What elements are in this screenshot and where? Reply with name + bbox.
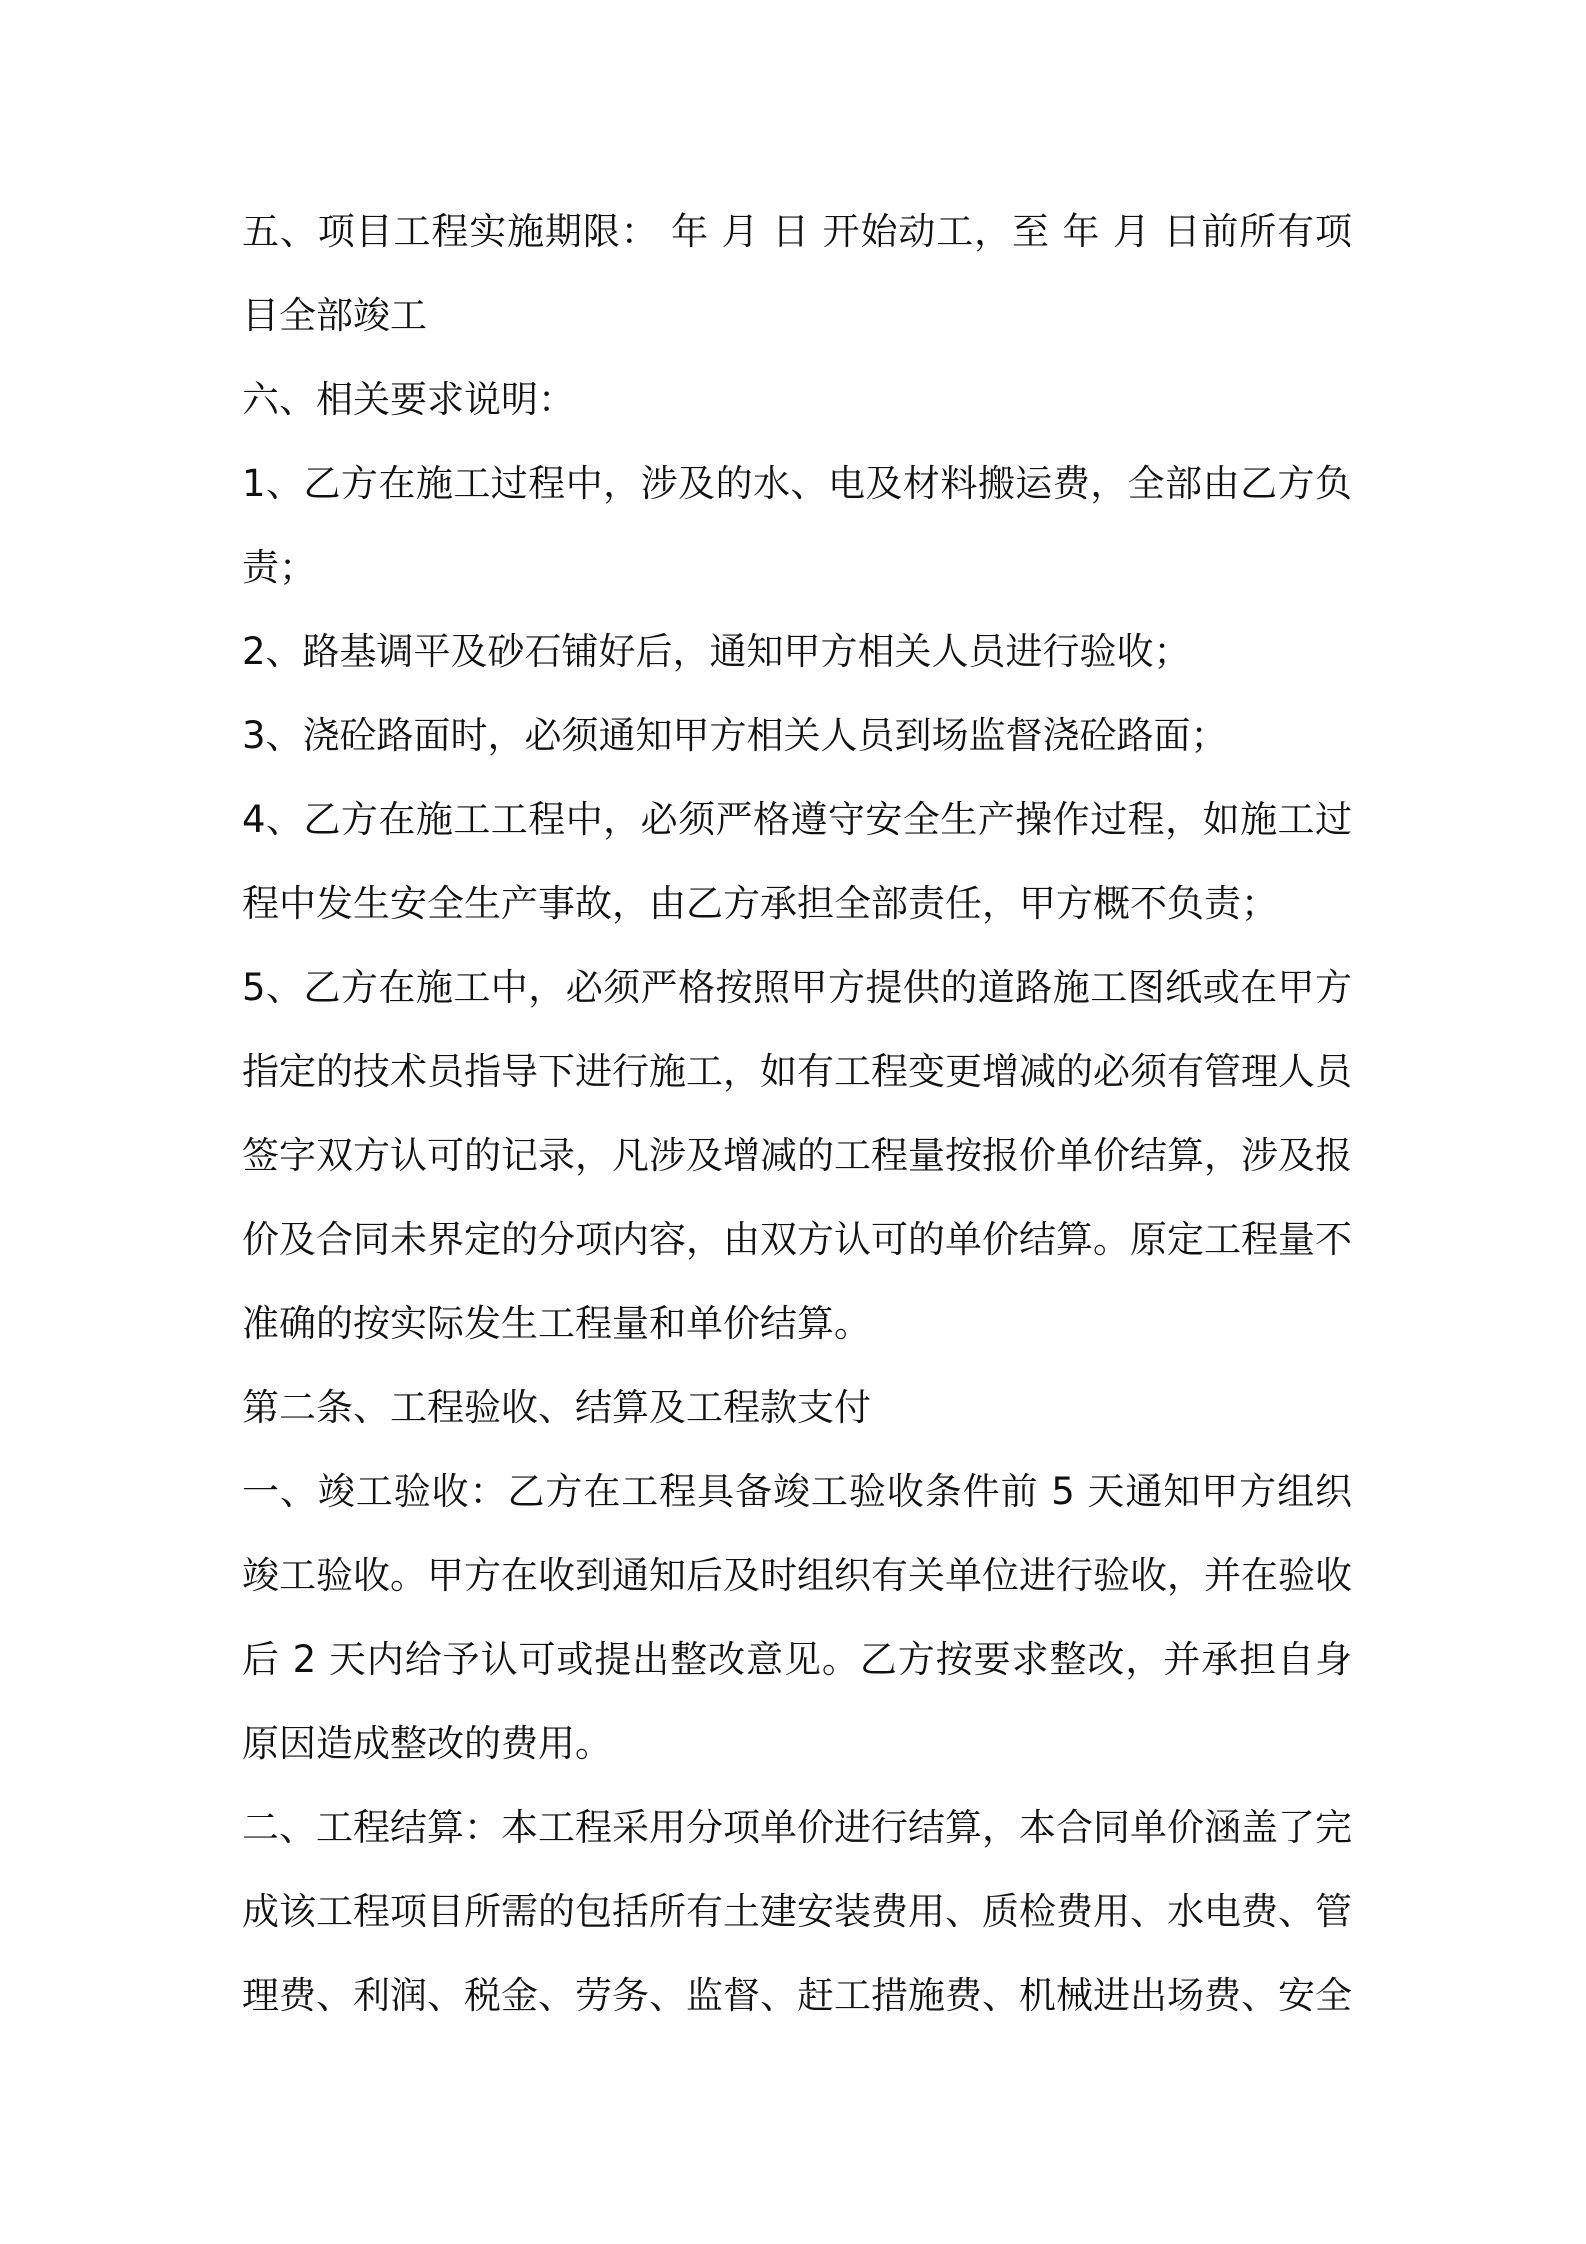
paragraph-requirements-heading: 六、相关要求说明： xyxy=(242,378,575,421)
paragraph-completion-acceptance: 一、竣工验收：乙方在工程具备竣工验收条件前 5 天通知甲方组织竣工验收。甲方在收到通知后及时组织有关单位进行验收，并在验收后 2 天内给予认可或提出整改意见。乙方按要求整改，并承担自身原因造成整改的费用。 xyxy=(242,1470,1352,1765)
paragraph-project-settlement: 二、工程结算：本工程采用分项单价进行结算，本合同单价涵盖了完成该工程项目所需的包括所有土建安装费用、质检费用、水电费、管理费、利润、税金、劳务、监督、赶工措施费、机械进出场费、安全 xyxy=(242,1806,1352,2017)
article-2-heading: 第二条、工程验收、结算及工程款支付 xyxy=(242,1386,871,1429)
paragraph-item-5: 5、乙方在施工中，必须严格按照甲方提供的道路施工图纸或在甲方指定的技术员指导下进行施工，如有工程变更增减的必须有管理人员签字双方认可的记录，凡涉及增减的工程量按报价单价结算，涉及报价及合同未界定的分项内容，由双方认可的单价结算。原定工程量不准确的按实际发生工程量和单价结算。 xyxy=(242,966,1352,1345)
paragraph-item-4: 4、乙方在施工工程中，必须严格遵守安全生产操作过程，如施工过程中发生安全生产事故，由乙方承担全部责任，甲方概不负责； xyxy=(242,798,1352,925)
paragraph-item-1: 1、乙方在施工过程中，涉及的水、电及材料搬运费，全部由乙方负责； xyxy=(242,462,1352,589)
document-body xyxy=(242,190,1352,2038)
paragraph-schedule: 五、项目工程实施期限： 年 月 日 开始动工，至 年 月 日前所有项目全部竣工 xyxy=(242,210,1352,337)
paragraph-item-3: 3、浇砼路面时，必须通知甲方相关人员到场监督浇砼路面； xyxy=(242,714,1228,757)
paragraph-item-2: 2、路基调平及砂石铺好后，通知甲方相关人员进行验收； xyxy=(242,630,1191,673)
